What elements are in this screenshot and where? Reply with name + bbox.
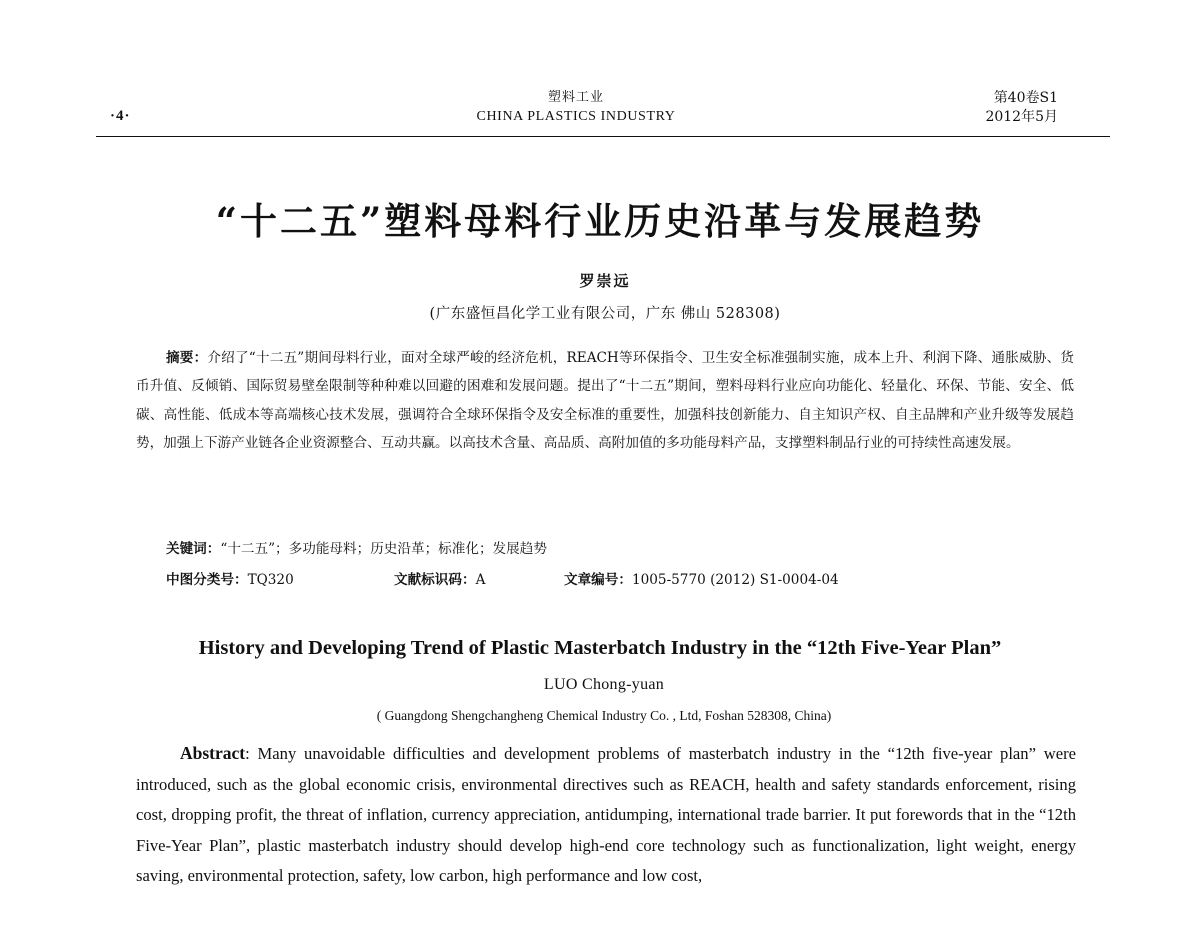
paper-title-cn: “十二五”塑料母料行业历史沿革与发展趋势 — [215, 199, 985, 243]
document-code-label: 文献标识码： — [394, 572, 476, 588]
running-header — [96, 84, 1110, 137]
abstract-en-label: Abstract — [180, 743, 246, 763]
journal-name-en: CHINA PLASTICS INDUSTRY — [476, 109, 676, 124]
article-number-label: 文章编号： — [564, 572, 632, 588]
abstract-cn — [136, 344, 1074, 458]
article-number-value: 1005-5770 (2012) S1-0004-04 — [631, 572, 839, 588]
keywords-cn — [166, 537, 1066, 561]
abstract-cn-text: 介绍了“十二五”期间母料行业，面对全球严峻的经济危机，REACH等环保指令、卫生安全标准强制实施，成本上升、利润下降、通胀威胁、货币升值、反倾销、国际贸易壁垒限制等种种难以回避的困难和发展问题。提出了“十二五”期间，塑料母料行业应向功能化、轻量化、环保、节能、安全、低碳、高性能、低成本等高端核心技术发展，强调符合全球环保指令及安全标准的重要性，加强科技创新能力、自主知识产权、自主品牌和产业升级等发展趋势，加强上下游产业链各企业资源整合、互动共赢。以高技术含量、高品质、高附加值的多功能母料产品，支撑塑料制品行业的可持续性高速发展。 — [136, 350, 1074, 452]
abstract-en — [136, 738, 1076, 892]
keywords-cn-text: “十二五”；多功能母料；历史沿革；标准化；发展趋势 — [220, 541, 547, 557]
document-code-value: A — [475, 572, 486, 588]
abstract-en-text: : Many unavoidable difficulties and development problems of masterbatch industry in the “12th five-year plan” were introduced, such as the global economic crisis, environmental directives such as REACH, health and safety standards enforcement, rising cost, dropping profit, the threat of inflation, currency appreciation, antidumping, international trade barrier. It put forewords that in the “12th Five-Year Plan”, plastic masterbatch industry should develop high-end core technology such as functionalization, light weight, energy saving, environmental protection, safety, low carbon, high performance and low cost, — [136, 744, 1076, 885]
paper-title-en: History and Developing Trend of Plastic Masterbatch Industry in the “12th Five-Year Plan” — [198, 637, 1002, 659]
author-cn: 罗崇远 — [579, 272, 631, 290]
issue-info — [985, 89, 1058, 127]
affiliation-cn: (广东盛恒昌化学工业有限公司，广东 佛山 528308) — [429, 306, 781, 322]
journal-name-cn: 塑料工业 — [547, 90, 604, 105]
keywords-cn-label: 关键词： — [166, 541, 221, 557]
abstract-cn-label: 摘要： — [166, 350, 208, 366]
volume-label: 第40卷S1 — [993, 90, 1058, 106]
article-number — [564, 568, 839, 592]
page-number: ·4· — [110, 108, 131, 124]
clc-value: TQ320 — [247, 572, 294, 588]
document-code — [394, 568, 564, 592]
classification-line — [166, 568, 1066, 592]
issue-date: 2012年5月 — [985, 109, 1058, 125]
clc-number — [166, 568, 394, 592]
author-en: LUO Chong-yuan — [543, 676, 665, 693]
affiliation-en: ( Guangdong Shengchangheng Chemical Industry Co. , Ltd, Foshan 528308, China) — [376, 708, 832, 723]
clc-label: 中图分类号： — [166, 572, 248, 588]
journal-name — [436, 89, 716, 127]
